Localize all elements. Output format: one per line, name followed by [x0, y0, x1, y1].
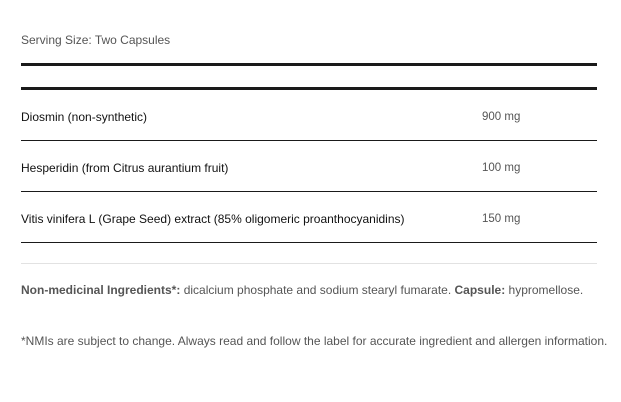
- capsule-text: hypromellose.: [505, 283, 584, 297]
- ingredient-row: [21, 192, 597, 243]
- non-medicinal-ingredients: [21, 283, 583, 297]
- capsule-label: Capsule:: [454, 283, 506, 297]
- serving-size: Serving Size: Two Capsules: [21, 33, 171, 47]
- section-divider: [21, 263, 597, 264]
- top-divider: [21, 63, 597, 66]
- ingredient-amount: 150 mg: [482, 213, 521, 225]
- ingredient-name: Vitis vinifera L (Grape Seed) extract (85% oligomeric proanthocyanidins): [21, 212, 405, 226]
- non-medicinal-text: dicalcium phosphate and sodium stearyl fumarate.: [180, 283, 455, 297]
- ingredient-row: [21, 141, 597, 192]
- ingredient-amount: 100 mg: [482, 162, 521, 174]
- ingredient-name: Diosmin (non-synthetic): [21, 110, 148, 124]
- ingredient-row: [21, 90, 597, 141]
- ingredient-amount: 900 mg: [482, 111, 521, 123]
- ingredient-name: Hesperidin (from Citrus aurantium fruit): [21, 161, 229, 175]
- nmi-disclaimer: *NMIs are subject to change. Always read and follow the label for accurate ingredient and allergen information.: [21, 334, 608, 348]
- non-medicinal-label: Non-medicinal Ingredients*:: [21, 283, 181, 297]
